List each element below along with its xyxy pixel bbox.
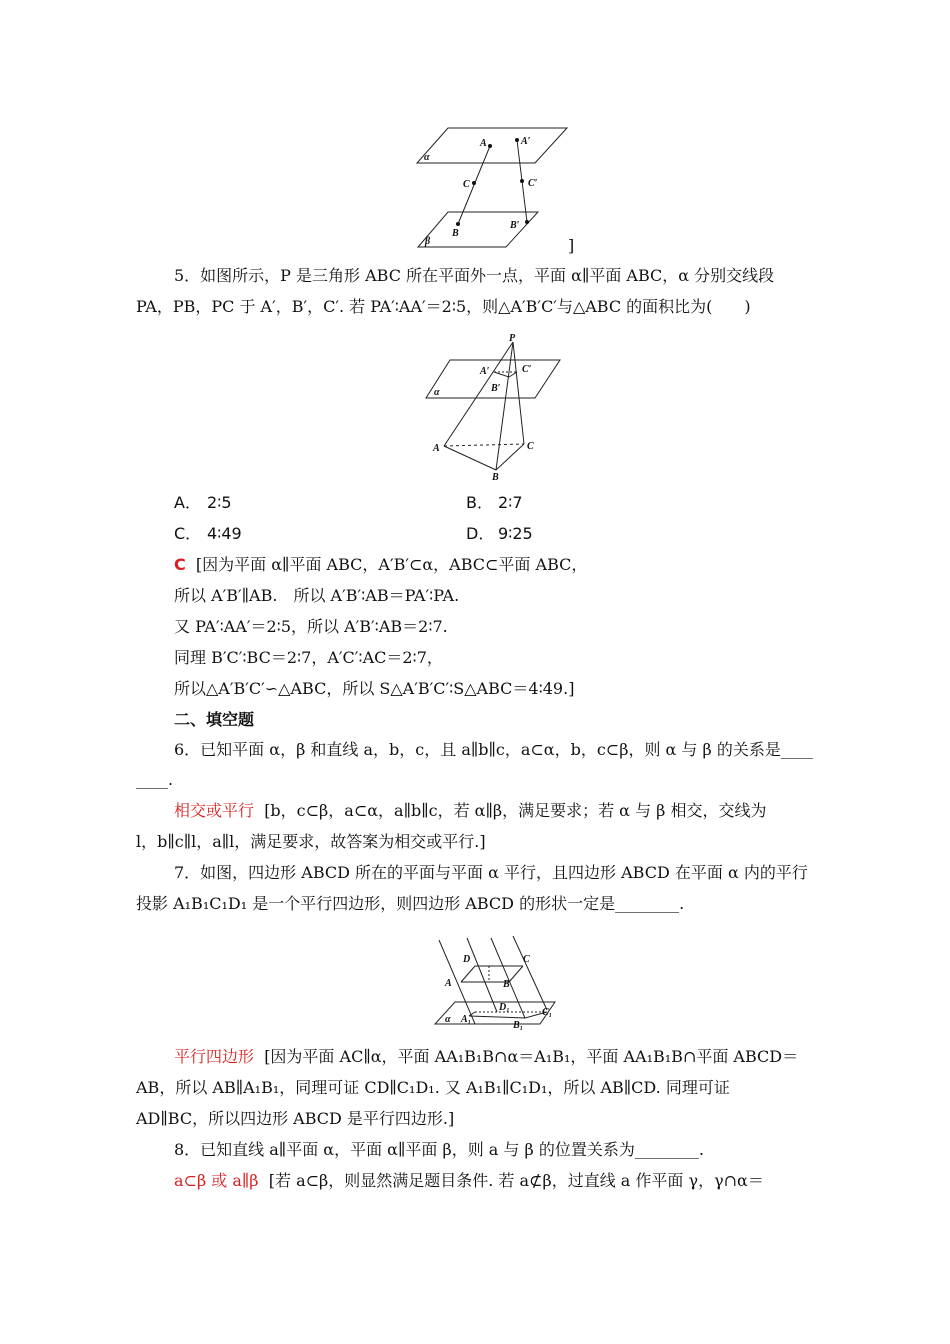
label-alpha: α: [445, 1014, 451, 1025]
option-D-label: D．: [466, 524, 495, 543]
q5-sol2: 所以 A′B′∥AB. 所以 A′B′∶AB＝PA′∶PA.: [174, 586, 460, 605]
q7-solution-line1: [0, 1044, 950, 1070]
label-B-prime: B′: [510, 220, 520, 231]
label-C: C: [523, 954, 530, 965]
label-C: C: [527, 441, 534, 452]
label-A1: A₁: [461, 1014, 472, 1025]
q7-sol3: AD∥BC，所以四边形 ABCD 是平行四边形.]: [136, 1109, 455, 1128]
label-C: C: [463, 179, 470, 190]
label-alpha: α: [434, 387, 440, 398]
q5-answer: C: [174, 555, 186, 574]
q8-answer: a⊂β 或 a∥β: [174, 1171, 259, 1190]
q8-sol1: [若 a⊂β，则显然满足题目条件. 若 a⊄β，过直线 a 作平面 γ，γ∩α＝: [268, 1171, 764, 1190]
q7-sol1: [因为平面 AC∥α，平面 AA₁B₁B∩α＝A₁B₁，平面 AA₁B₁B∩平面 ABCD＝: [264, 1047, 799, 1066]
q5-sol1: [因为平面 α∥平面 ABC，A′B′⊂α，ABC⊂平面 ABC，: [195, 555, 588, 574]
q7-line2: 投影 A₁B₁C₁D₁ 是一个平行四边形，则四边形 ABCD 的形状一定是________.: [136, 894, 685, 913]
q5-options-row1: [0, 490, 950, 516]
q5-solution-line1: [0, 552, 950, 578]
label-C-prime: C′: [528, 178, 538, 189]
q8-solution-line1: [0, 1168, 950, 1194]
label-D1: D₁: [499, 1002, 510, 1013]
label-D: D: [463, 954, 471, 965]
label-P: P: [509, 333, 516, 344]
label-B1: B₁: [513, 1020, 524, 1030]
q6-answer: 相交或平行: [174, 801, 255, 820]
section-title: 二、填空题: [174, 710, 255, 729]
q6-solution-line1: [0, 798, 950, 824]
option-A-text: 2∶5: [207, 493, 232, 512]
option-A-label: A．: [174, 493, 201, 512]
q5-options-row2: [0, 521, 950, 547]
option-D-text: 9∶25: [498, 524, 533, 543]
option-B-text: 2∶7: [498, 493, 523, 512]
closing-bracket: ]: [568, 236, 575, 255]
label-A: A: [480, 138, 487, 149]
label-A-prime: A′: [480, 366, 490, 377]
label-alpha: α: [424, 152, 430, 163]
q5-sol5: 所以△A′B′C′∽△ABC，所以 S△A′B′C′∶S△ABC＝4∶49.]: [174, 679, 575, 698]
q8-line1: 8．已知直线 a∥平面 α，平面 α∥平面 β，则 a 与 β 的位置关系为________.: [174, 1140, 704, 1159]
figure-projection: [425, 930, 565, 1030]
label-A-prime: A′: [521, 136, 531, 147]
label-B-prime: B′: [491, 383, 501, 394]
q5-sol3: 又 PA′∶AA′＝2∶5，所以 A′B′∶AB＝2∶7.: [174, 617, 448, 636]
label-B: B: [492, 472, 499, 480]
label-A: A: [445, 978, 452, 989]
q7-line1: 7．如图，四边形 ABCD 所在的平面与平面 α 平行，且四边形 ABCD 在平面 α 内的平行: [174, 863, 808, 882]
label-B: B: [503, 979, 510, 990]
label-C1: C₁: [542, 1007, 553, 1018]
q7-sol2: AB，所以 AB∥A₁B₁，同理可证 CD∥C₁D₁. 又 A₁B₁∥C₁D₁，所以 AB∥CD. 同理可证: [136, 1078, 730, 1097]
q6-sol1: [b，c⊂β，a⊂α，a∥b∥c，若 α∥β，满足要求；若 α 与 β 相交，交线为: [264, 801, 767, 820]
label-A: A: [433, 443, 440, 454]
option-C-label: C．: [174, 524, 202, 543]
figure-pyramid: [420, 330, 570, 480]
q5-line1: 5．如图所示，P 是三角形 ABC 所在平面外一点，平面 α∥平面 ABC，α 分别交线段: [174, 266, 775, 285]
q7-answer: 平行四边形: [174, 1047, 255, 1066]
q5-sol4: 同理 B′C′∶BC＝2∶7，A′C′∶AC＝2∶7，: [174, 648, 443, 667]
option-C-text: 4∶49: [207, 524, 242, 543]
label-beta: β: [425, 236, 431, 247]
q5-line2: PA，PB，PC 于 A′，B′，C′. 若 PA′∶AA′＝2∶5，则△A′B′C′与△ABC 的面积比为( ): [136, 297, 751, 316]
label-C-prime: C′: [522, 364, 532, 375]
q6-line2: ____.: [136, 770, 174, 789]
option-B-label: B．: [466, 493, 493, 512]
q6-line1: 6．已知平面 α，β 和直线 a，b，c，且 a∥b∥c，a⊂α，b，c⊂β，则 α 与 β 的关系是____: [174, 740, 813, 759]
label-B: B: [452, 228, 459, 239]
q6-sol2: l，b∥c∥l，a∥l，满足要求，故答案为相交或平行.]: [136, 832, 486, 851]
